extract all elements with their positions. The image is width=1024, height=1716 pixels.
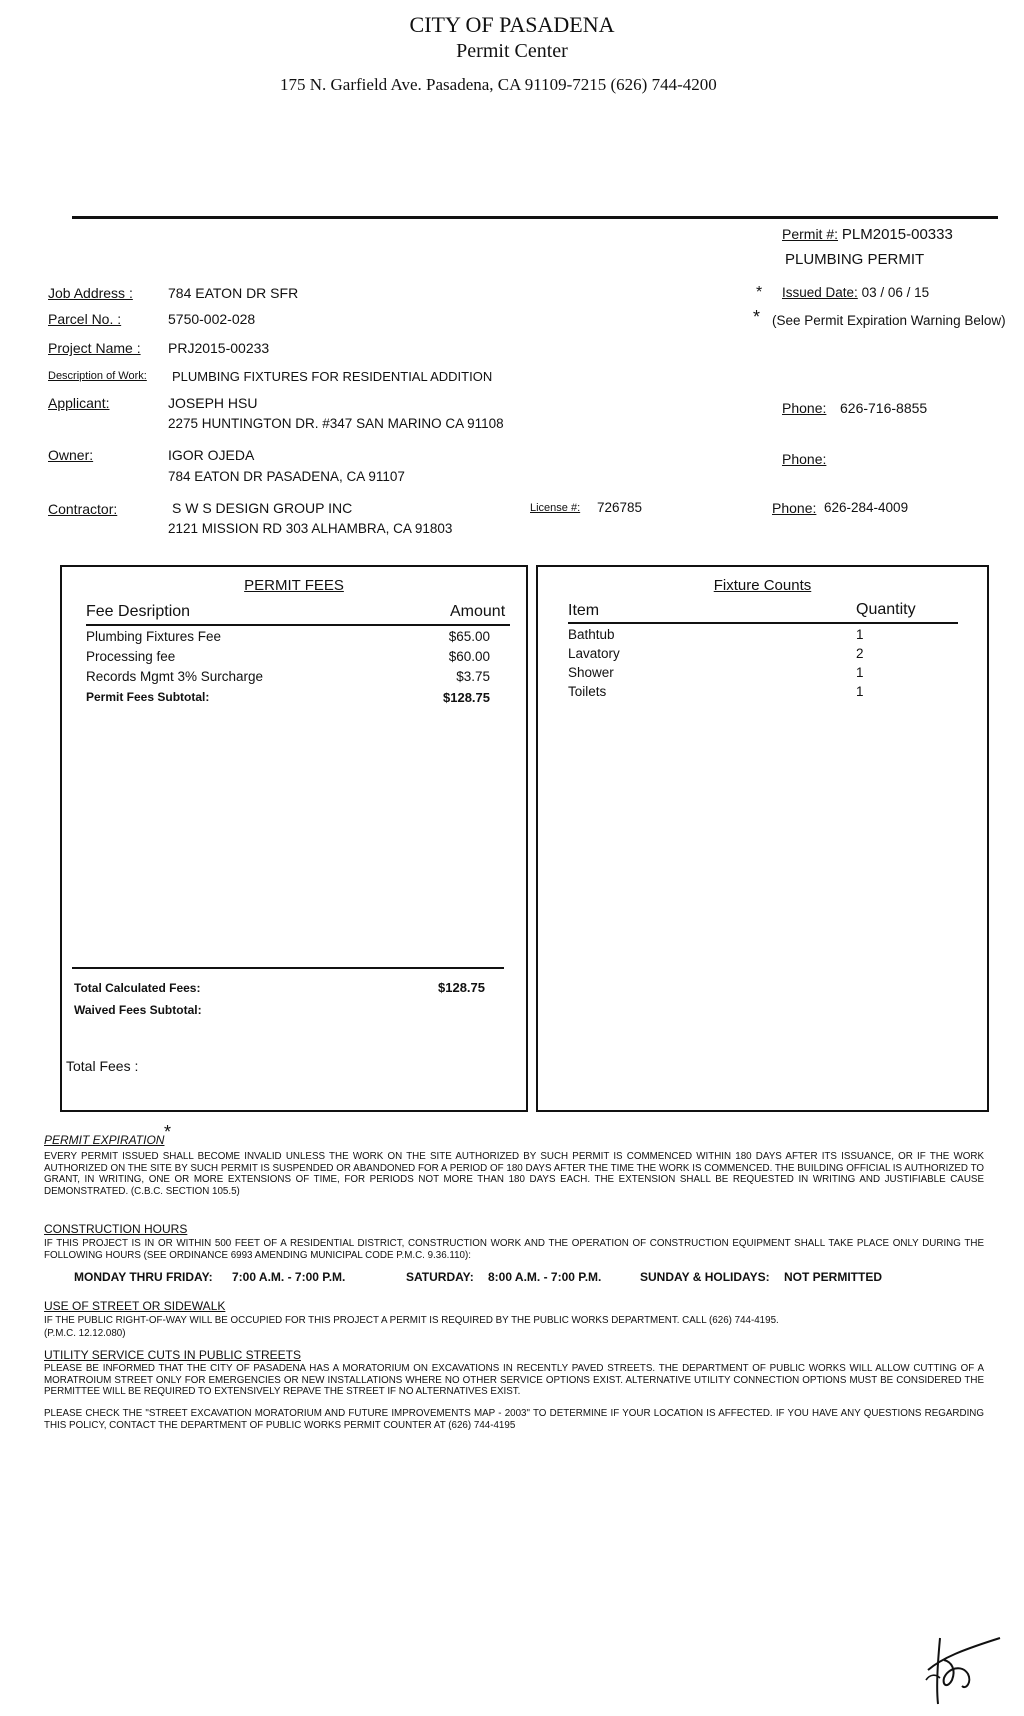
- fee-row: Records Mgmt 3% Surcharge $3.75: [86, 669, 490, 684]
- utility-heading: UTILITY SERVICE CUTS IN PUBLIC STREETS: [44, 1348, 301, 1362]
- permit-type: PLUMBING PERMIT: [785, 251, 925, 268]
- fees-header-rule: [86, 624, 510, 626]
- applicant-label: Applicant:: [48, 395, 110, 411]
- expiration-star: *: [753, 307, 761, 327]
- fixture-row: Shower 1: [568, 665, 864, 680]
- fixture-row: Bathtub 1: [568, 627, 864, 642]
- owner-label: Owner:: [48, 447, 94, 463]
- fees-total-rule: [72, 967, 504, 969]
- expiration-heading: PERMIT EXPIRATION: [44, 1133, 165, 1147]
- license-value: 726785: [597, 500, 643, 515]
- total-calc-label: Total Calculated Fees:: [74, 981, 201, 995]
- hours-sunday-value: NOT PERMITTED: [784, 1270, 882, 1284]
- construction-heading: CONSTRUCTION HOURS: [44, 1222, 188, 1236]
- fee-desc-header: Fee Desription: [86, 603, 191, 620]
- hours-weekday-value: 7:00 A.M. - 7:00 P.M.: [232, 1270, 346, 1284]
- project-label: Project Name :: [48, 340, 141, 356]
- waived-label: Waived Fees Subtotal:: [74, 1003, 202, 1017]
- license-label: License #:: [530, 502, 581, 514]
- fixture-row: Toilets 1: [568, 684, 864, 699]
- permit-fees-title: PERMIT FEES: [244, 577, 344, 594]
- job-address-value: 784 EATON DR SFR: [168, 285, 299, 301]
- total-calc-value: $128.75: [438, 980, 485, 995]
- fixture-item-header: Item: [568, 602, 600, 619]
- owner-name: IGOR OJEDA: [168, 447, 255, 463]
- expiration-text: EVERY PERMIT ISSUED SHALL BECOME INVALID UNLESS THE WORK ON THE SITE AUTHORIZED BY SUCH PERMIT IS COMMENCED WITHIN 180 DAYS AFTER ITS ISSUANCE, OR IF THE WORK AUTHORIZED ON THE SITE BY SUCH PERMIT IS SUSPENDED OR ABANDONED FOR A PERIOD OF 180 DAYS AFTER THE TIME THE WORK IS COMMENCED. THE BUILDING OFFICIAL IS AUTHORIZED TO GRANT, IN WRITING, ONE OR MORE EXTENSIONS OF TIME, FOR PERIODS NOT MORE THAN 180 DAYS EACH. THE EXTENSION SHALL BE REQUESTED IN WRITING AND JUSTIFIABLE CAUSE DEMONSTRATED. (C.B.C. SECTION 105.5): [44, 1151, 984, 1197]
- fixture-counts-title: Fixture Counts: [713, 577, 812, 594]
- description-value: PLUMBING FIXTURES FOR RESIDENTIAL ADDITION: [172, 369, 493, 384]
- fixture-row: Lavatory 2: [568, 646, 864, 661]
- contractor-phone-label: Phone:: [772, 500, 817, 516]
- project-value: PRJ2015-00233: [168, 340, 270, 356]
- applicant-phone-value: 626-716-8855: [840, 400, 928, 416]
- contractor-phone-value: 626-284-4009: [824, 500, 909, 515]
- fee-row: Plumbing Fixtures Fee $65.00: [86, 629, 490, 644]
- contractor-name: S W S DESIGN GROUP INC: [172, 500, 353, 516]
- hours-saturday-value: 8:00 A.M. - 7:00 P.M.: [488, 1270, 602, 1284]
- center-address: 175 N. Garfield Ave. Pasadena, CA 91109-7215 (626) 744-4200: [280, 75, 717, 94]
- utility-text-1: PLEASE BE INFORMED THAT THE CITY OF PASADENA HAS A MORATORIUM ON EXCAVATIONS IN RECENTLY PAVED STREETS. THE DEPARTMENT OF PUBLIC WORKS WILL ALLOW CUTTING OF A MORATROIUM STREET ONLY FOR EMERGENCIES OR NEW INSTALLATIONS WHERE NO OTHER SERVICE OPTIONS EXIST. ALTERNATIVE UTILITY CONNECTION OPTIONS MUST BE CONSIDERED THE PERMITTEE WILL BE REQUIRED TO EXTENSIVELY REPAVE THE STREET IF NO ALTERNATIVES EXIST.: [44, 1363, 984, 1397]
- construction-text: IF THIS PROJECT IS IN OR WITHIN 500 FEET OF A RESIDENTIAL DISTRICT, CONSTRUCTION WORK AND THE OPERATION OF CONSTRUCTION EQUIPMENT SHALL TAKE PLACE ONLY DURING THE FOLLOWING HOURS (SEE ORDINANCE 6993 AMENDING MUNICIPAL CODE P.M.C. 9.36.110):: [44, 1238, 984, 1261]
- applicant-name: JOSEPH HSU: [168, 395, 258, 411]
- hours-saturday-label: SATURDAY:: [406, 1270, 474, 1284]
- street-use-heading: USE OF STREET OR SIDEWALK: [44, 1299, 226, 1313]
- permit-fees-box: [60, 565, 528, 1112]
- fixtures-header-rule: [568, 622, 958, 624]
- contractor-address: 2121 MISSION RD 303 ALHAMBRA, CA 91803: [168, 521, 453, 536]
- total-fees-label: Total Fees :: [66, 1058, 139, 1074]
- job-address-label: Job Address :: [48, 285, 133, 301]
- parcel-label: Parcel No. :: [48, 311, 122, 327]
- description-label: Description of Work:: [48, 370, 147, 382]
- fee-subtotal-row: Permit Fees Subtotal: $128.75: [86, 690, 490, 705]
- contractor-label: Contractor:: [48, 501, 118, 517]
- fixture-counts-box: [536, 565, 989, 1112]
- hours-sunday-label: SUNDAY & HOLIDAYS:: [640, 1270, 770, 1284]
- expiration-note: (See Permit Expiration Warning Below): [772, 313, 1006, 328]
- parcel-value: 5750-002-028: [168, 311, 256, 327]
- header-divider: [72, 216, 998, 219]
- applicant-address: 2275 HUNTINGTON DR. #347 SAN MARINO CA 91108: [168, 416, 504, 431]
- fixture-qty-header: Quantity: [856, 601, 916, 618]
- street-use-text: IF THE PUBLIC RIGHT-OF-WAY WILL BE OCCUPIED FOR THIS PROJECT A PERMIT IS REQUIRED BY THE PUBLIC WORKS DEPARTMENT. CALL (626) 744-4195.: [44, 1315, 779, 1326]
- fee-row: Processing fee $60.00: [86, 649, 490, 664]
- center-title: Permit Center: [456, 40, 568, 62]
- city-title: CITY OF PASADENA: [409, 12, 615, 37]
- owner-address: 784 EATON DR PASADENA, CA 91107: [168, 469, 405, 484]
- owner-phone-label: Phone:: [782, 451, 827, 467]
- utility-text-2: PLEASE CHECK THE "STREET EXCAVATION MORATORIUM AND FUTURE IMPROVEMENTS MAP - 2003" TO DETERMINE IF YOUR LOCATION IS AFFECTED. IF YOU HAVE ANY QUESTIONS REGARDING THIS POLICY, CONTACT THE DEPARTMENT OF PUBLIC WORKS PERMIT COUNTER AT (626) 744-4195: [44, 1408, 984, 1431]
- fee-amount-header: Amount: [450, 603, 506, 620]
- issued-date: Issued Date: 03 / 06 / 15: [782, 285, 930, 300]
- expiration-heading-star: *: [164, 1122, 172, 1142]
- hours-weekday-label: MONDAY THRU FRIDAY:: [74, 1270, 213, 1284]
- street-use-code: (P.M.C. 12.12.080): [44, 1328, 126, 1339]
- applicant-phone-label: Phone:: [782, 400, 827, 416]
- permit-number: Permit #: PLM2015-00333: [782, 226, 953, 243]
- signature-mark: [922, 1630, 1006, 1708]
- issued-star: *: [756, 284, 763, 301]
